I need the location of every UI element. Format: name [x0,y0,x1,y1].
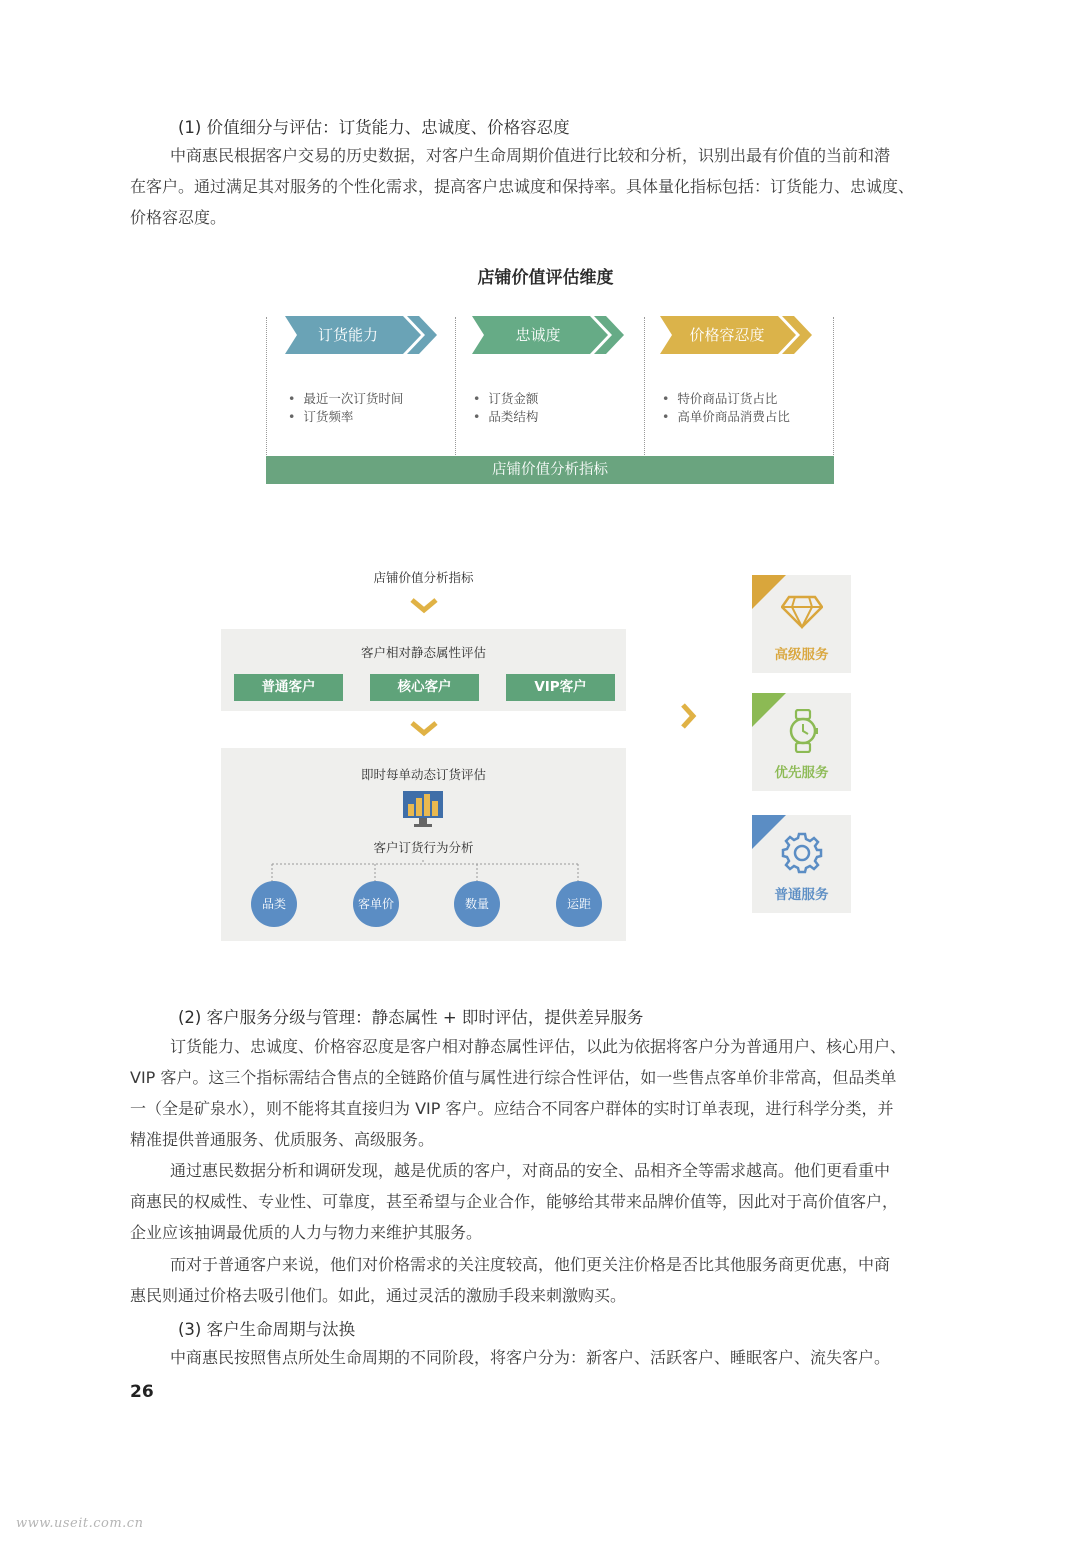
gear-icon [781,832,823,874]
priority-service-card [752,693,851,791]
chevron-down-icon [410,598,438,614]
watermark: www.useit.com.cn [16,1516,144,1531]
chevron-label: 订货能力 [317,326,378,344]
branch-connector-lines [270,860,582,884]
circle-distance: 运距 [556,881,602,927]
chevron-loyalty [472,316,630,354]
bullet-item: • 订货频率 [288,408,403,426]
service-label: 高级服务 [774,647,829,663]
section1-heading: (1) 价值细分与评估：订货能力、忠诚度、价格容忍度 [178,118,570,137]
chevron-down-icon [410,721,438,737]
circle-quantity: 数量 [454,881,500,927]
section2-p3-line-2: 惠民则通过价格去吸引他们。如此，通过灵活的激励手段来刺激购买。 [130,1286,627,1305]
figure2-top-label: 店铺价值分析指标 [373,570,474,585]
corner-triangle [752,693,786,727]
diamond-icon [781,595,823,629]
bullet-item: • 特价商品订货占比 [662,390,790,408]
section2-p1-line-1: 订货能力、忠诚度、价格容忍度是客户相对静态属性评估，以此为依据将客户分为普通用户、核心用户、 [170,1037,907,1056]
section3-heading: (3) 客户生命周期与汰换 [178,1320,356,1339]
section2-p2-line-1: 通过惠民数据分析和调研发现，越是优质的客户，对商品的安全、品相齐全等需求越高。他们更看重中 [170,1161,891,1180]
chevron-right-icon [680,703,698,729]
section3-para: 中商惠民按照售点所处生命周期的不同阶段，将客户分为：新客户、活跃客户、睡眠客户、流失客户。 [170,1348,891,1367]
standard-service-card [752,815,851,913]
bullet-item: • 高单价商品消费占比 [662,408,790,426]
service-label: 普通服务 [774,887,829,903]
section2-p1-line-3: 一（全是矿泉水），则不能将其直接归为 VIP 客户。应结合不同客户群体的实时订单表现，进行科学分类，并 [130,1099,894,1118]
chevron-label: 忠诚度 [515,326,561,344]
section2-p2-line-2: 商惠民的权威性、专业性、可靠度，甚至希望与企业合作，能够给其带来品牌价值等，因此对于高价值客户， [130,1192,899,1211]
section2-p1-line-4: 精准提供普通服务、优质服务、高级服务。 [130,1130,435,1149]
figure1-title: 店铺价值评估维度 [477,268,614,288]
section1-para-line-3: 价格容忍度。 [130,208,227,227]
circle-category: 品类 [251,881,297,927]
circle-unit-price: 客单价 [353,881,399,927]
section1-para-line-2: 在客户。通过满足其对服务的个性化需求，提高客户忠诚度和保持率。具体量化指标包括：订货能力、忠诚度、 [130,177,915,196]
ordinary-customer-tag: 普通客户 [234,674,343,701]
figure1-bullets-1 [288,390,403,426]
figure1-bullets-2 [473,390,538,426]
bullet-item: • 订货金额 [473,390,538,408]
chevron-order-capability [285,316,443,354]
chevron-price-tolerance [660,316,818,354]
section2-p3-line-1: 而对于普通客户来说，他们对价格需求的关注度较高，他们更关注价格是否比其他服务商更优惠，中商 [170,1255,891,1274]
bullet-item: • 品类结构 [473,408,538,426]
store-value-indicator-bar: 店铺价值分析指标 [266,456,834,484]
static-panel-title: 客户相对静态属性评估 [360,645,486,660]
section1-para-line-1: 中商惠民根据客户交易的历史数据，对客户生命周期价值进行比较和分析，识别出最有价值的当前和潜 [170,146,891,165]
premium-service-card [752,575,851,673]
figure1-bullets-3 [662,390,790,426]
service-label: 优先服务 [774,765,829,781]
section2-p2-line-3: 企业应该抽调最优质的人力与物力来维护其服务。 [130,1223,483,1242]
dynamic-panel-title: 即时每单动态订货评估 [360,767,486,782]
watch-icon [788,709,818,753]
section2-heading: (2) 客户服务分级与管理：静态属性 + 即时评估，提供差异服务 [178,1008,644,1027]
bullet-item: • 最近一次订货时间 [288,390,403,408]
section2-p1-line-2: VIP 客户。这三个指标需结合售点的全链路价值与属性进行综合性评估，如一些售点客单价非常高，但品类单 [130,1068,897,1087]
dynamic-panel-subtitle: 客户订货行为分析 [373,840,474,855]
vip-customer-tag: VIP客户 [506,674,615,701]
monitor-chart-icon [402,790,444,828]
chevron-label: 价格容忍度 [689,326,765,344]
page-number: 26 [130,1382,154,1402]
core-customer-tag: 核心客户 [370,674,479,701]
